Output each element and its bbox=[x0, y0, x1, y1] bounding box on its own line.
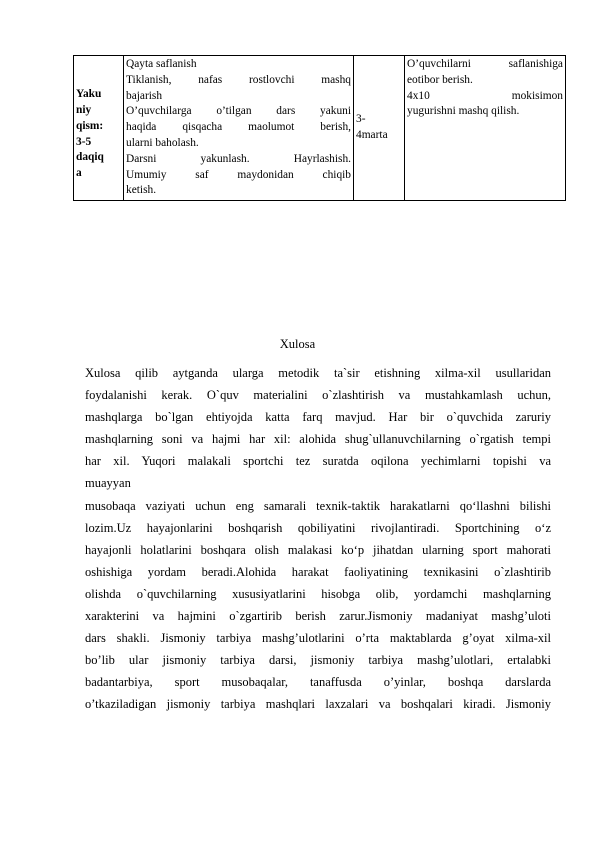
conclusion-body bbox=[85, 362, 551, 716]
body-line: lozim.Uz hayajonlarini boshqarish qobiliyatini rivojlantiradi. Sportchining o‘z bbox=[85, 520, 551, 535]
body-line: Xulosa qilib aytganda ularga metodik ta`sir etishning xilma-xil usullaridan bbox=[85, 366, 551, 380]
part-label-line: niy bbox=[76, 103, 92, 116]
content-line: Tiklanish, nafas rostlovchi mashq bbox=[126, 73, 351, 86]
content-line: Darsni yakunlash. Hayrlashish. bbox=[126, 152, 351, 165]
content-line: ularni baholash. bbox=[126, 136, 199, 149]
content-line: O’quvchilarga o’tilgan dars yakuni bbox=[126, 105, 351, 118]
lesson-plan-table bbox=[73, 55, 566, 201]
body-line: oshishiga yordam beradi.Alohida harakat faoliyatining texnikasini o`zlashtirib bbox=[85, 564, 551, 579]
content-line: ketish. bbox=[126, 184, 157, 197]
conclusion-title: Xulosa bbox=[279, 337, 316, 351]
time-cell bbox=[354, 56, 405, 201]
content-cell bbox=[124, 56, 354, 201]
part-label-line: 3-5 bbox=[76, 135, 92, 148]
notes-line: eotibor berish. bbox=[407, 73, 473, 86]
part-label-line: a bbox=[76, 167, 82, 180]
body-line: olishda o`quvchilarning xususiyatlarini hisobga olib, yordamchi mashqlarning bbox=[85, 586, 551, 601]
body-line: har xil. Yuqori malakali sportchi tez suratda oqilona yechimlarni topishi va bbox=[85, 454, 551, 469]
part-label-cell bbox=[74, 56, 124, 201]
body-line: mashqlarga bo`lgan ehtiyojda katta farq mavjud. Har bir o`quvchida zaruriy bbox=[85, 410, 551, 425]
notes-line: 4x10 mokisimon bbox=[407, 89, 563, 102]
notes-line: yugurishni mashq qilish. bbox=[407, 105, 520, 118]
content-line: Umumiy saf maydonidan chiqib bbox=[126, 168, 351, 181]
part-label-line: qism: bbox=[76, 119, 104, 132]
table-row bbox=[74, 56, 566, 201]
part-label-line: daqiq bbox=[76, 151, 104, 164]
content-line: bajarish bbox=[126, 89, 163, 102]
body-line: musobaqa vaziyati uchun eng samarali texnik-taktik harakatlarni qo‘llashni bilishi bbox=[85, 498, 551, 513]
body-line: o’tkaziladigan jismoniy tarbiya mashqlari laxzalari va boshqalari kiradi. Jismoniy bbox=[85, 697, 551, 712]
body-line: xarakterini va hajmini o`zgartirib berish zarur.Jismoniy madaniyat mashg’uloti bbox=[85, 609, 551, 624]
notes-line: O’quvchilarni saflanishiga bbox=[407, 58, 563, 70]
content-line: Qayta saflanish bbox=[126, 58, 197, 70]
body-line: dars shakli. Jismoniy tarbiya mashg’ulotlarini o’rta maktablarda g’oyat xilma-xil bbox=[85, 631, 551, 646]
time-line: 4marta bbox=[356, 129, 388, 142]
body-line: mashqlarning soni va hajmi har xil: alohida shug`ullanuvchilarning o`rgatish tempi bbox=[85, 432, 551, 447]
time-line: 3- bbox=[356, 113, 366, 126]
body-line: foydalanishi kerak. O`quv materialini o`zlashtirish va mustahkamlash uchun, bbox=[85, 388, 551, 403]
notes-cell bbox=[405, 56, 566, 201]
content-line: haqida qisqacha maolumot berish, bbox=[126, 121, 351, 134]
part-label-line: Yaku bbox=[76, 88, 102, 101]
body-line: badantarbiya, sport musobaqalar, tanaffusda o’yinlar, boshqa darslarda bbox=[85, 675, 551, 690]
body-line: muayyan bbox=[85, 476, 131, 491]
body-line: hayajonli holatlarini boshqara olish malakasi ko‘p jihatdan ularning sport mahorati bbox=[85, 542, 551, 557]
body-line: bo’lib ular jismoniy tarbiya darsi, jismoniy tarbiya mashg’ulotlari, ertalabki bbox=[85, 653, 551, 668]
